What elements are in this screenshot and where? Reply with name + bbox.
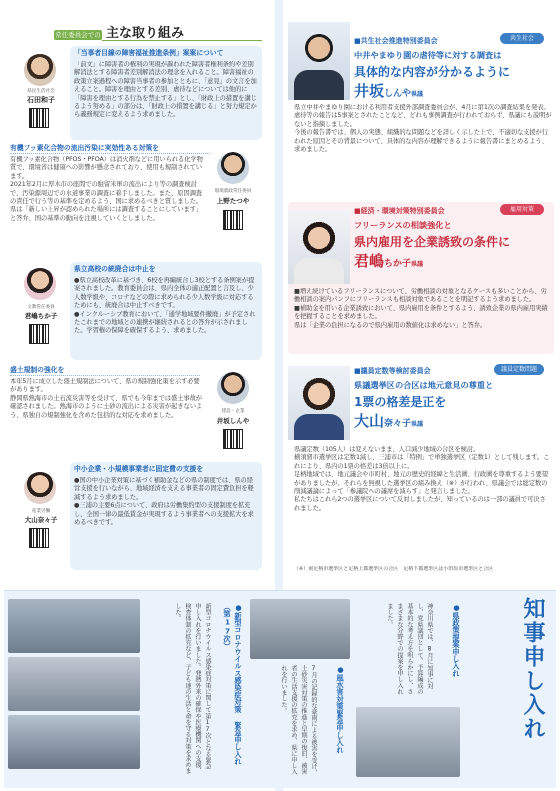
member-name: 上野たつや (216, 197, 250, 205)
topic-tag: 共生社会 (500, 33, 544, 44)
article-oyama (288, 358, 554, 588)
member-photo (217, 372, 249, 404)
bottom-strip (4, 590, 556, 788)
member-name: 石田和子 (27, 96, 55, 104)
col3-body: 7月の記録的な豪雨による被害を受け、土砂災害対策の推進と早期の復旧、被害者の生活支援の拡充を求め、県に申し入れを行いました。 (280, 665, 317, 776)
committee-name: ■経済・環境対策特別委員会 (354, 207, 445, 215)
article-headline: 具体的な内容が分かるように (354, 65, 511, 79)
header-badge: 常任委員会での (55, 31, 101, 39)
col1-title: ●県政策提案申し入れ (452, 603, 461, 677)
section-moridome (6, 366, 261, 458)
col1-body: 神奈川県では、8月に知事に対し、党県議団として、予算編成の基本的な考え方を明らかにし、さまざまな分野での提案を申し入れました。 (386, 603, 433, 695)
photo-meeting-2 (8, 657, 140, 711)
member-box-oyama (10, 462, 76, 570)
member-name: 大山奈々子 (24, 516, 58, 524)
committee-name: ■共生社会推進特別委員会 (354, 37, 438, 45)
committee-name: ■議員定数等検討委員会 (354, 367, 431, 375)
qr-code-icon (29, 528, 49, 548)
topic-tag: 雇用対策 (500, 204, 544, 215)
member-photo (288, 22, 350, 100)
member-box-ishida (10, 46, 76, 140)
photo-meeting-1 (8, 599, 140, 653)
member-box-ueno (206, 150, 260, 254)
col2-body: 新型コロナウイルス感染症対策に関して第17次となる緊急申し入れを行いました。発熱外来の確保や医療機関への支援、検査体制の拡充など、子ども達の生活と命を守る対策を求めました。 (174, 603, 211, 774)
qr-code-icon (223, 429, 243, 449)
section-card (70, 462, 262, 570)
section-title: 県立高校の統廃合は中止を (74, 265, 156, 273)
col3-title: ●風水害対策緊急申し入れ (336, 665, 345, 754)
member-role: 環境農政常任委員 (214, 189, 252, 194)
member-role: 産業労働 (31, 509, 51, 514)
member-photo (24, 472, 56, 504)
section-body: ●県立高校改革に基づき、6校を再編統合し3校とする条例案が提案されました。教育委員会は、県内全体の適正配置と言及し、少人数学級や、コロナなどの際に求められる少人数学級に対応するためにも、統廃合は中止すべきです。 ●インクルーシブ教育において、「通学地域要件撤廃」が予定されたこれまでの地域との連携が継続されるとの答弁が示されました。学習権の保障を確保するよう、求めました。 (74, 277, 256, 335)
member-role: 建設・企業 (221, 409, 245, 414)
section-body: 「前文」に障害者の権利の実現が謳われた障害者権利条約や差別解消法とする障害者差別解消法の理念を入れること。障害福祉の政策立案過程への障害当事者の参加とともに、「意見」の文言を加えること。障害を理由とする差別、虐待などについては他的に「障害を理由とする行為を禁止する」とし、「財政上の措置を講じるよう努める」の部分は、「財政上の措置を講じる」と努力規定から義務規定に変えるよう求めました。 (74, 61, 257, 119)
member-box-isaka (206, 370, 260, 456)
article-sub: 中井やまゆり園の虐待等に対する調査は (354, 50, 502, 60)
article-body: 県議定数（105人）は変えないまま、人口減少地域の合区を検討。 横須賀市選挙区は定数1減し、三浦市は「特例」で単独選挙区（定数1）として残します。これにより、県内の1票の格差は3倍以上に。 足柄地域では、地元議会や市町村、地元の歴史的経緯と生活圏、行政圏を尊重するよう要望がありましたが、それらを無視した選挙区の組み換え（※）が行われ、県議会では総定数の削減議論によって「参議院への議席を減らす」と発言しました。 私たちはこれら2つの選挙区について反対しましたが、知っているのは一部の議員で可決されました。 (294, 446, 550, 512)
member-suffix: 県議 (411, 421, 424, 428)
member-signature (354, 80, 552, 101)
left-column (0, 0, 268, 580)
face-shape (301, 376, 337, 416)
member-photo (288, 366, 350, 440)
jacket-shape (294, 258, 344, 284)
topic-tag: 議員定数問題 (494, 364, 544, 375)
qr-code-icon (29, 108, 49, 128)
article-sub: フリーランスの相談強化と (354, 220, 452, 230)
member-suffix: 県議 (411, 261, 424, 268)
member-surname: 大山 (354, 412, 385, 430)
member-photo (24, 54, 56, 86)
photo-meeting-3 (8, 715, 140, 769)
member-suffix: 県議 (411, 91, 424, 98)
section-body: 有機フッ素化合物（PFOS・PFOA）は消火剤などに用いられる化学物質で、環境省は健康への影響が懸念されており、使用も規制されています。 2021年2月に厚木市の座間での駐留米軍の流出により等の調査検討で、汚染源周辺での水道事業の調査に着手しました。また、原因調査の責任で行う等の基準を定めるよう、国に求めるべきと質しました。 県は「新しい上昇が認められた場所には調査することにしています」と答弁、国の基準の動向を注視していくとしました。 (10, 156, 203, 222)
member-role: 文教常任委員 (27, 305, 55, 310)
article-isaka (288, 22, 554, 198)
member-signature (354, 250, 552, 271)
member-given: しんや (384, 89, 412, 99)
article-body: ■増え続けているフリーランスについて、労働相談の対象となるケースも多いことから、労働相談の案内パンフにフリーランスも相談対象であることを明記するよう求めました。 ■補助金を用いる企業誘致において、県内雇用を条件とするよう、誘致企業の県内雇用実績を把握することを求めました。 県は「企業の負担になるので県内雇用の数値化は求めない」と答弁。 (294, 288, 548, 329)
face-shape (301, 220, 337, 260)
article-body: 県立中井やまゆり園における利用者支援外部調査委員会が、4月に第1次の調査結果を発表。虐待等の報告は5事案とされたことなど、どれも事例調査が行われておらず、県議にも説明がないと指摘しました。 今後の報告書では、個人の実態、組織的な問題などを詳しく示した上で、不適切な支援が行われた原因とその背景について、具体的な内容が理解できるように報告書にまとめるよう、求めました。 (294, 104, 552, 154)
section-pfas (6, 144, 261, 256)
member-signature (354, 410, 552, 431)
article-sub: 県議選挙区の合区は地元意見の尊重と (354, 380, 494, 390)
face-shape (302, 32, 336, 72)
suit-shape (294, 70, 344, 100)
member-surname: 君嶋 (354, 252, 385, 270)
member-name: 井坂しんや (216, 417, 250, 425)
page-title: 主な取り組み (106, 26, 185, 41)
article-headline: 県内雇用を企業誘致の条件に (354, 235, 511, 249)
member-surname: 井坂 (354, 82, 385, 100)
col2-title: ●新型コロナウイルス感染症対策 緊急申し入れ（第17次） (223, 603, 243, 765)
title-underline (102, 40, 262, 41)
member-name: 君嶋ちか子 (24, 312, 58, 320)
member-photo (24, 268, 56, 300)
member-photo (217, 152, 249, 184)
section-body: ●国の中小企業対策に基づく補助金などの県の制度では、県の経営支援を行いながら、地域経済を支える事業者の固定費負担を軽減するよう求めました。 ●三浦の主要6点について、政府は労働集約型の支援制度を拡充し、全国一律の最低賃金が実現するよう事業者への支援拡大を求めるべきです。 (74, 477, 254, 527)
photo-meeting-4 (250, 599, 350, 659)
vertical-title: 知事申し入れ (520, 597, 545, 741)
section-body: 本年5月に成立した盛土規制法について、県の規制強化策を示す必要があります。 静岡県熱海市の土石流災害等を受けて、県でも今年までは盛土事故が確認されました。熱海市のように土砂の流出による災害が起きないよう、県独自の規制強化を含めた包括的な対応を求めました。 (10, 378, 203, 419)
article-kimishima (288, 202, 554, 354)
section-title: 盛土規制の強化を (10, 366, 200, 376)
member-photo (288, 210, 350, 284)
section-title: 中小企業・小規模事業者に固定費の支援を (74, 465, 204, 473)
member-box-kimishima (10, 262, 76, 360)
section-title: 「当事者目線の障害福祉推進条例」案案について (74, 49, 224, 57)
section-title: 有機フッ素化合物の流出汚染に実効性ある対策を (10, 144, 210, 154)
section-card (70, 46, 262, 140)
photo-meeting-5 (356, 707, 460, 777)
qr-code-icon (29, 324, 49, 344)
qr-code-icon (223, 210, 243, 230)
member-given: 奈々子 (384, 419, 412, 429)
article-note: （※）南足柄市選挙区と足柄上郡選挙区の合区 足柄下郡選挙区は小田原市選挙区と合区 (294, 566, 494, 572)
member-role: 県民生活社会 (27, 89, 55, 94)
section-card (70, 262, 262, 360)
member-given: ちか子 (384, 259, 412, 269)
jacket-shape (294, 414, 344, 440)
article-headline: 1票の格差是正を (354, 395, 447, 409)
